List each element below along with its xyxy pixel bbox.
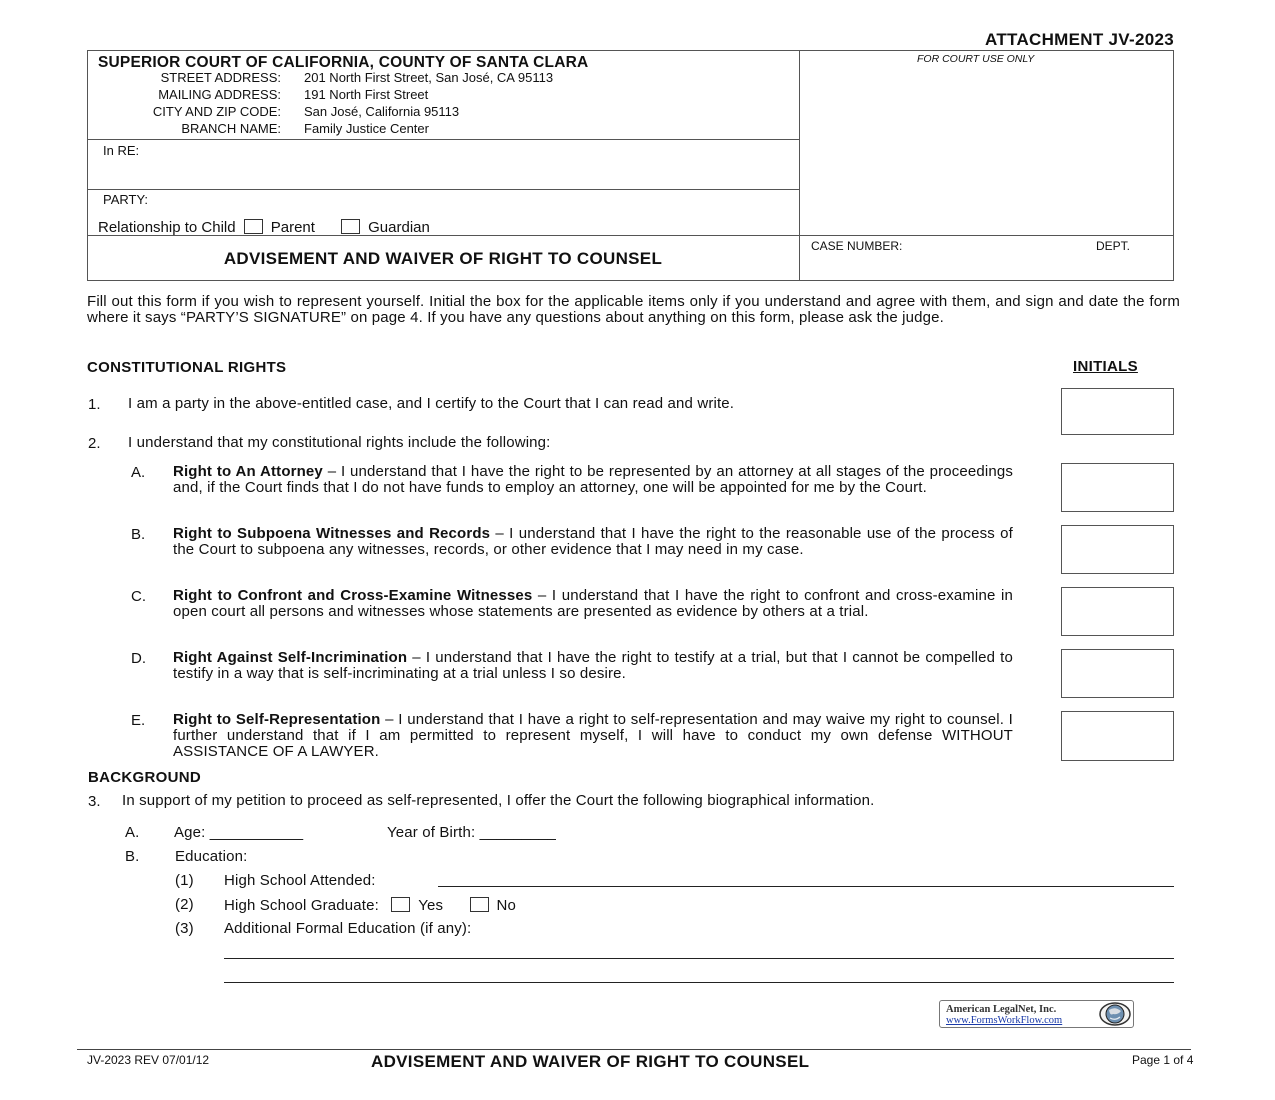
no-label: No bbox=[496, 897, 516, 914]
additional-education-label: Additional Formal Education (if any): bbox=[224, 920, 472, 937]
yes-label: Yes bbox=[418, 897, 444, 914]
right-d-letter: D. bbox=[131, 650, 146, 667]
right-c-body: – I understand that I have the right to confront and cross-examine in open court all persons and witnesses whose statements are presented as evidence by others at a trial. bbox=[173, 587, 1013, 620]
parent-checkbox[interactable] bbox=[244, 219, 263, 234]
initials-box-2c[interactable] bbox=[1061, 587, 1174, 636]
right-d-body: – I understand that I have the right to testify at a trial, but that I cannot be compelled to testify in a way that is self-incriminating at a trial unless I so desire. bbox=[173, 649, 1013, 682]
footer-title: ADVISEMENT AND WAIVER OF RIGHT TO COUNSEL bbox=[371, 1052, 810, 1071]
initials-box-2d[interactable] bbox=[1061, 649, 1174, 698]
attachment-title: ATTACHMENT JV-2023 bbox=[985, 30, 1174, 49]
caption-rule bbox=[88, 189, 799, 190]
branch-name-label: BRANCH NAME: bbox=[181, 121, 281, 136]
logo-company-name: American LegalNet, Inc. bbox=[946, 1004, 1057, 1015]
item-3-text: In support of my petition to proceed as self-represented, I offer the Court the following biographical information. bbox=[122, 792, 875, 809]
sub-1-number: (1) bbox=[175, 872, 194, 889]
item-3-number: 3. bbox=[88, 793, 101, 810]
branch-name-value: Family Justice Center bbox=[304, 121, 429, 136]
right-c-letter: C. bbox=[131, 588, 146, 605]
right-a-title: Right to An Attorney bbox=[173, 463, 323, 480]
intro-paragraph: Fill out this form if you wish to represent yourself. Initial the box for the applicable items only if you understand and agree with them, and sign and date the form where it says “PARTY’S SIGNATURE” on page 4. If you have any questions about anything on this form, please ask the judge. bbox=[87, 293, 1180, 326]
right-a-body: – I understand that I have the right to be represented by an attorney at all stages of the proceedings and, if the Court finds that I do not have funds to employ an attorney, one will be appointed for me by the Court. bbox=[173, 463, 1013, 496]
relationship-row bbox=[98, 219, 430, 236]
graduate-no-checkbox[interactable] bbox=[470, 897, 489, 912]
right-e-body: – I understand that I have a right to self-representation and may waive my right to counsel. I further understand that if I am permitted to represent myself, I will have to conduct my own defense WITHOUT ASSISTANCE OF A LAWYER. bbox=[173, 711, 1013, 760]
additional-education-line-2[interactable] bbox=[224, 982, 1174, 983]
guardian-checkbox[interactable] bbox=[341, 219, 360, 234]
right-e-text bbox=[173, 712, 1013, 760]
high-school-attended-label: High School Attended: bbox=[224, 872, 376, 889]
constitutional-rights-header: CONSTITUTIONAL RIGHTS bbox=[87, 359, 287, 376]
sub-3-number: (3) bbox=[175, 920, 194, 937]
item-2-number: 2. bbox=[88, 435, 101, 452]
age-field[interactable]: Age: ___________ bbox=[174, 824, 304, 841]
court-name: SUPERIOR COURT OF CALIFORNIA, COUNTY OF SANTA CLARA bbox=[98, 54, 589, 71]
right-a-text bbox=[173, 464, 1013, 496]
footer-rule bbox=[77, 1049, 1191, 1050]
graduate-yes-checkbox[interactable] bbox=[391, 897, 410, 912]
right-c-title: Right to Confront and Cross-Examine Witnesses bbox=[173, 587, 533, 604]
background-header: BACKGROUND bbox=[88, 769, 201, 786]
high-school-graduate-label: High School Graduate: bbox=[224, 897, 379, 914]
item-3b-letter: B. bbox=[125, 848, 140, 865]
year-of-birth-field[interactable]: Year of Birth: _________ bbox=[387, 824, 557, 841]
right-c-text bbox=[173, 588, 1013, 620]
sub-2-number: (2) bbox=[175, 896, 194, 913]
right-a-letter: A. bbox=[131, 464, 146, 481]
right-b-letter: B. bbox=[131, 526, 146, 543]
caption-rule bbox=[88, 139, 799, 140]
logo-url-link[interactable]: www.FormsWorkFlow.com bbox=[946, 1015, 1063, 1026]
initials-header: INITIALS bbox=[1073, 358, 1138, 375]
form-title: ADVISEMENT AND WAIVER OF RIGHT TO COUNSEL bbox=[223, 249, 663, 268]
initials-box-2e[interactable] bbox=[1061, 711, 1174, 761]
right-e-title: Right to Self-Representation bbox=[173, 711, 381, 728]
right-b-title: Right to Subpoena Witnesses and Records bbox=[173, 525, 491, 542]
additional-education-line-1[interactable] bbox=[224, 958, 1174, 959]
street-address-value: 201 North First Street, San José, CA 95113 bbox=[304, 70, 554, 85]
in-re-label: In RE: bbox=[103, 143, 140, 158]
footer-form-id: JV-2023 REV 07/01/12 bbox=[87, 1053, 210, 1067]
guardian-option-label: Guardian bbox=[368, 219, 430, 236]
city-zip-value: San José, California 95113 bbox=[304, 104, 460, 119]
mailing-address-label: MAILING ADDRESS: bbox=[158, 87, 281, 102]
high-school-graduate-row bbox=[224, 897, 516, 914]
initials-box-2a[interactable] bbox=[1061, 463, 1174, 512]
party-label: PARTY: bbox=[103, 192, 149, 207]
high-school-attended-field[interactable] bbox=[438, 886, 1174, 887]
caption-divider bbox=[799, 51, 800, 280]
item-2-text: I understand that my constitutional rights include the following: bbox=[128, 434, 551, 451]
item-1-text: I am a party in the above-entitled case, and I certify to the Court that I can read and write. bbox=[128, 395, 735, 412]
street-address-label: STREET ADDRESS: bbox=[160, 70, 281, 85]
right-e-letter: E. bbox=[131, 712, 146, 729]
right-b-text bbox=[173, 526, 1013, 558]
dept-label: DEPT. bbox=[1096, 239, 1131, 253]
item-1-number: 1. bbox=[88, 396, 101, 413]
relationship-label: Relationship to Child bbox=[98, 219, 236, 236]
right-b-body: – I understand that I have the right to the reasonable use of the process of the Court to subpoena any witnesses, records, or other evidence that I may need in my case. bbox=[173, 525, 1013, 558]
initials-box-2b[interactable] bbox=[1061, 525, 1174, 574]
globe-icon bbox=[1098, 1002, 1132, 1026]
right-d-title: Right Against Self-Incrimination bbox=[173, 649, 408, 666]
parent-option-label: Parent bbox=[270, 219, 315, 236]
item-3a-letter: A. bbox=[125, 824, 140, 841]
case-number-label: CASE NUMBER: bbox=[811, 239, 903, 253]
initials-box-1[interactable] bbox=[1061, 388, 1174, 435]
mailing-address-value: 191 North First Street bbox=[304, 87, 429, 102]
court-use-label: FOR COURT USE ONLY bbox=[917, 53, 1035, 65]
education-label: Education: bbox=[175, 848, 248, 865]
right-d-text bbox=[173, 650, 1013, 682]
city-zip-label: CITY AND ZIP CODE: bbox=[152, 104, 281, 119]
footer-page-number: Page 1 of 4 bbox=[1132, 1053, 1194, 1067]
